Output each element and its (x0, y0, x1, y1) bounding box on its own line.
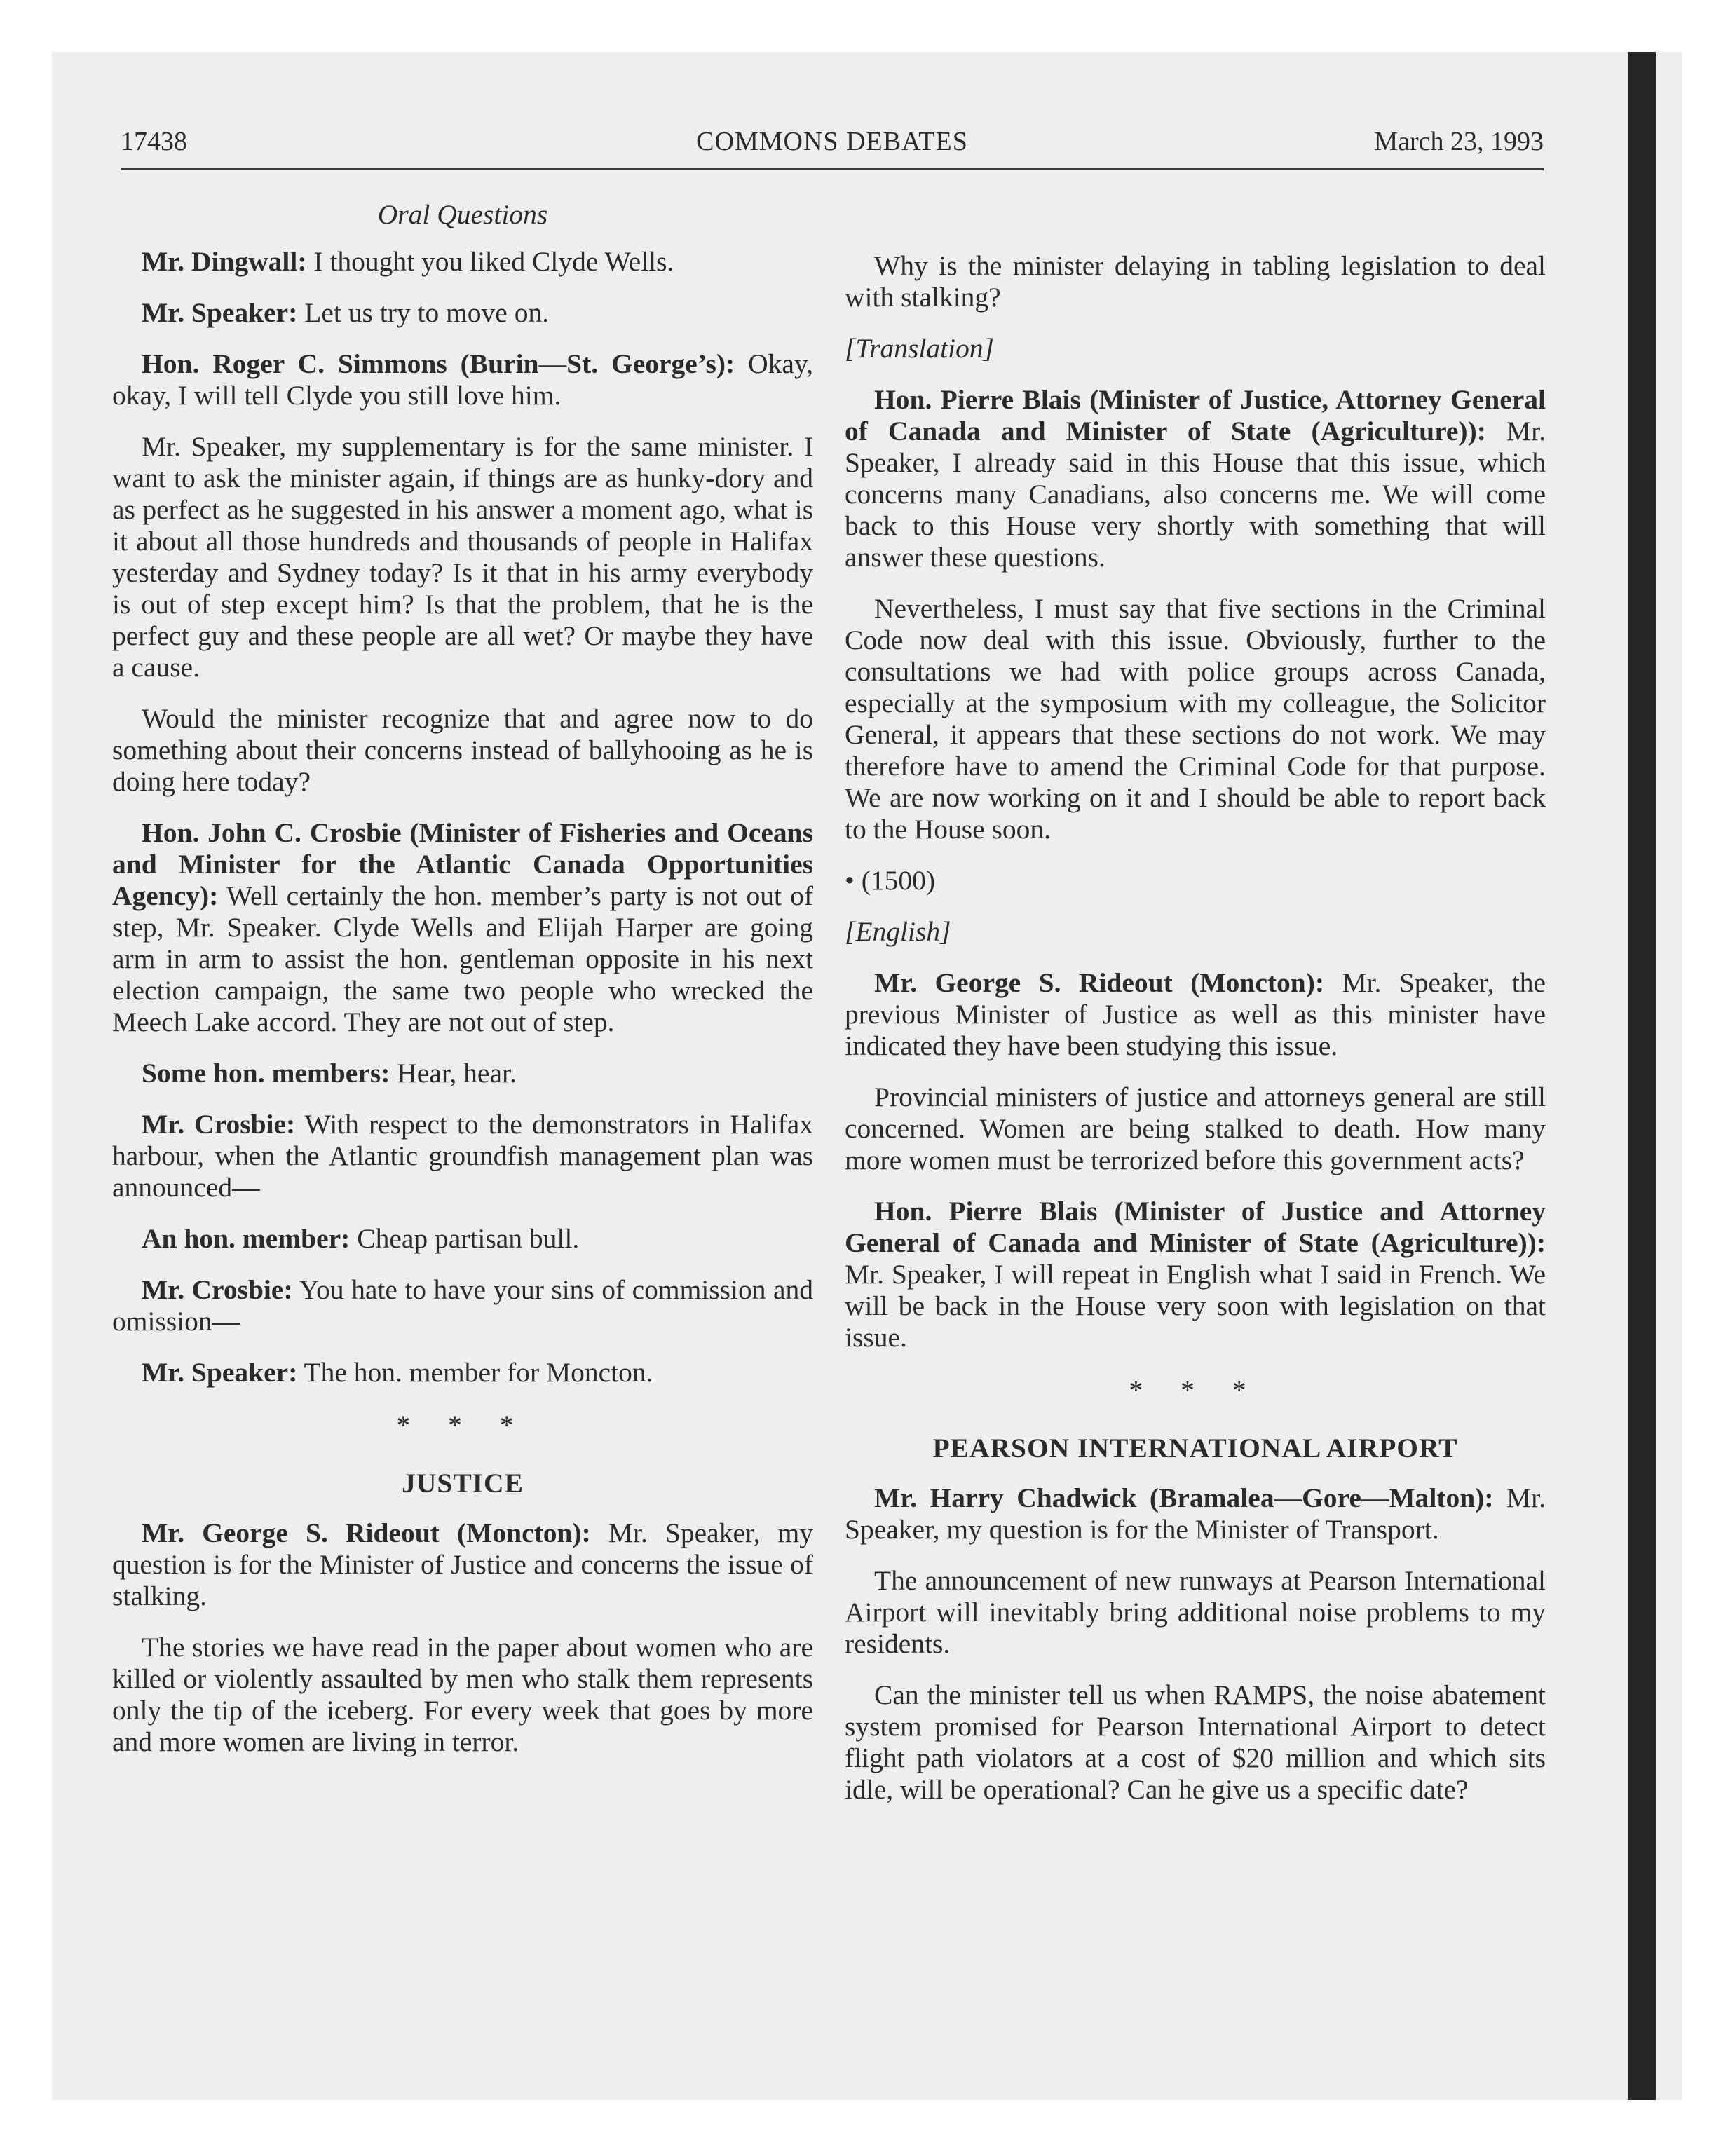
paragraph (112, 817, 813, 1038)
page-header (121, 126, 1544, 170)
speaker-name: Hon. Pierre Blais (Minister of Justice, Attorney General of Canada and Minister of State (Agriculture)): (845, 384, 1546, 446)
speech-text: Mr. Speaker, my supplementary is for the same minister. I want to ask the minister again, if things are as hunky-dory and as perfect as he suggested in his answer a moment ago, what is it about all those hundreds and thousands of people in Halifax yesterday and Sydney today? Is it that in his army everybody is out of step except him? Is that the problem, that he is the perfect guy and these people are all wet? Or maybe they have a cause. (112, 431, 813, 683)
speaker-name: Mr. Harry Chadwick (Bramalea—Gore—Malton): (874, 1482, 1494, 1513)
paragraph (845, 384, 1546, 573)
speech-text: Okay, okay, I will tell Clyde you still love him. (112, 348, 813, 411)
paragraph (845, 1679, 1546, 1806)
paragraph (845, 1482, 1546, 1546)
speaker-name: An hon. member: (142, 1223, 351, 1254)
speech-text: Hear, hear. (390, 1058, 517, 1089)
paragraph (845, 1565, 1546, 1660)
time-marker: • (1500) (845, 865, 936, 896)
speaker-name: Hon. Roger C. Simmons (Burin—St. George’s): (142, 348, 735, 379)
paragraph (112, 1109, 813, 1203)
english-marker: [English] (845, 916, 951, 947)
speaker-name: Mr. George S. Rideout (Moncton): (142, 1517, 591, 1548)
speech-text: With respect to the demonstrators in Halifax harbour, when the Atlantic groundfish management plan was announced— (112, 1109, 813, 1203)
scan-edge-shadow (1628, 52, 1656, 2100)
speaker-name: Some hon. members: (142, 1058, 390, 1089)
speaker-name: Mr. Dingwall: (142, 246, 307, 277)
left-column (112, 199, 813, 1778)
speaker-name: Mr. George S. Rideout (Moncton): (874, 967, 1325, 998)
speech-text: The hon. member for Moncton. (297, 1357, 653, 1388)
paragraph (112, 246, 813, 278)
speech-text: Provincial ministers of justice and attorneys general are still concerned. Women are being stalked to death. How many more women must be terrorized before this government acts? (845, 1082, 1546, 1175)
speaker-name: Hon. Pierre Blais (Minister of Justice and Attorney General of Canada and Minister of State (Agriculture)): (845, 1196, 1546, 1258)
paragraph (845, 593, 1546, 845)
speech-text: Cheap partisan bull. (350, 1223, 580, 1254)
paragraph (845, 1082, 1546, 1176)
speech-text: Can the minister tell us when RAMPS, the noise abatement system promised for Pearson International Airport to detect flight path violators at a cost of $20 million and which sits idle, will be operational? Can he give us a specific date? (845, 1679, 1546, 1805)
speech-text: The stories we have read in the paper about women who are killed or violently assaulted by men who stalk them represents only the tip of the iceberg. For every week that goes by more and more women are living in terror. (112, 1632, 813, 1757)
paragraph (845, 250, 1546, 313)
speaker-name: Hon. John C. Crosbie (Minister of Fisheries and Oceans and Minister for the Atlantic Canada Opportunities Agency): (112, 817, 813, 911)
paragraph (112, 297, 813, 329)
paragraph (845, 967, 1546, 1062)
section-heading-pearson-airport: PEARSON INTERNATIONAL AIRPORT (932, 1433, 1458, 1464)
paragraph (112, 1223, 813, 1255)
section-divider: * * * (1129, 1374, 1262, 1405)
section-divider: * * * (396, 1410, 529, 1440)
speech-text: Mr. Speaker, I already said in this House that this issue, which concerns many Canadians, also concerns me. We will come back to this House very shortly with something that will answer these questions. (845, 416, 1546, 573)
section-label: Oral Questions (377, 199, 548, 230)
speech-text: Let us try to move on. (297, 297, 550, 328)
speech-text: The announcement of new runways at Pearson International Airport will inevitably bring additional noise problems to my residents. (845, 1565, 1546, 1659)
speech-text: Mr. Speaker, I will repeat in English what I said in French. We will be back in the House very soon with legislation on that issue. (845, 1259, 1546, 1353)
paragraph (112, 703, 813, 798)
speech-text: Mr. Speaker, my question is for the Minister of Justice and concerns the issue of stalking. (112, 1517, 813, 1611)
speech-text: Would the minister recognize that and agree now to do something about their concerns instead of ballyhooing as he is doing here today? (112, 703, 813, 797)
paragraph (112, 1357, 813, 1389)
paragraph (112, 1274, 813, 1337)
speech-text: Nevertheless, I must say that five sections in the Criminal Code now deal with this issue. Obviously, further to the consultations we had with police groups across Canada, especially at the symposium with my colleague, the Solicitor General, it appears that these sections do not work. We may therefore have to amend the Criminal Code for that purpose. We are now working on it and I should be able to report back to the House soon. (845, 593, 1546, 845)
paragraph (112, 1517, 813, 1612)
paragraph (845, 1196, 1546, 1353)
speaker-name: Mr. Speaker: (142, 1357, 298, 1388)
right-column (845, 250, 1546, 1825)
section-heading-justice: JUSTICE (402, 1468, 524, 1499)
speech-text: You hate to have your sins of commission and omission— (112, 1274, 813, 1337)
speech-text: Well certainly the hon. member’s party is not out of step, Mr. Speaker. Clyde Wells and Elijah Harper are going arm in arm to assist the hon. gentleman opposite in his next election campaign, the same two people who wrecked the Meech Lake accord. They are not out of step. (112, 880, 813, 1037)
speaker-name: Mr. Crosbie: (142, 1274, 293, 1305)
speech-text: I thought you liked Clyde Wells. (306, 246, 674, 277)
speech-text: Why is the minister delaying in tabling legislation to deal with stalking? (845, 250, 1546, 313)
speech-text: Mr. Speaker, the previous Minister of Justice as well as this minister have indicated they have been studying this issue. (845, 967, 1546, 1061)
paragraph (112, 1632, 813, 1758)
speaker-name: Mr. Crosbie: (142, 1109, 296, 1140)
running-title: COMMONS DEBATES (696, 127, 968, 156)
header-date: March 23, 1993 (1374, 127, 1544, 156)
paragraph (112, 348, 813, 411)
paragraph (112, 1058, 813, 1089)
paragraph (112, 431, 813, 683)
speech-text: Mr. Speaker, my question is for the Minister of Transport. (845, 1482, 1546, 1545)
speaker-name: Mr. Speaker: (142, 297, 298, 328)
page-number: 17438 (121, 127, 187, 156)
translation-marker: [Translation] (845, 333, 994, 364)
